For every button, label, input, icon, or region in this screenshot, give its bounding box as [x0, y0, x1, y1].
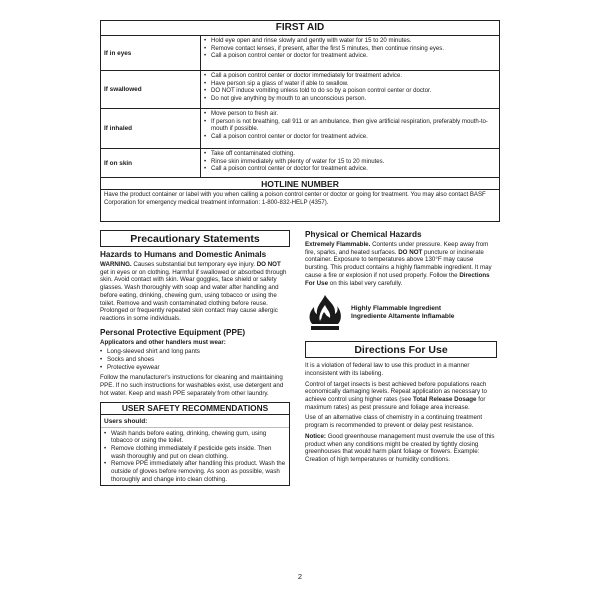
warning-dont: DO NOT	[256, 261, 281, 268]
list-item: • If person is not breathing, call 911 or an ambulance, then give artificial respiration, preferably mouth-to-mouth if possible.	[204, 118, 497, 133]
first-aid-row-swallowed	[101, 71, 499, 109]
list-item: • Do not give anything by mouth to an unconscious person.	[204, 95, 497, 103]
directions-p1: It is a violation of federal law to use this product in a manner inconsistent with its labeling.	[305, 362, 470, 377]
directions-p3: Use of an alternative class of chemistry in a continuing treatment program is recommended to prevent or delay pest resistance.	[305, 414, 483, 430]
list-item: • Socks and shoes	[100, 356, 290, 364]
left-column	[100, 230, 290, 486]
hotline-text: Have the product container or label with you when calling a poison control center or doctor or going for treatment. You may also contact BASF Corporation for emergency medical treatment information: 1-800-832-HELP (4357).	[104, 191, 486, 206]
list-item: • Wash hands before eating, drinking, chewing gum, using tobacco or using the toilet.	[104, 430, 286, 445]
user-safety-body	[101, 415, 289, 486]
physical-text-1: Contents under pressure. Keep away from fire, sparks, and heated surfaces.	[305, 241, 489, 256]
right-column	[305, 230, 497, 464]
directions-notice	[305, 433, 497, 464]
directions-p2	[305, 381, 497, 412]
flammable-pictogram	[305, 293, 497, 333]
ppe-list	[100, 348, 290, 371]
notice-text: Good greenhouse management must overrule the use of this product when any conditions might be created by tightly closing greenhouses that would harm plant foliage or flowers. Example: Creation of high temperatures or humidity conditions.	[305, 432, 495, 463]
warning-rest: get in eyes or on clothing. Harmful if swallowed or absorbed through skin. Avoid contact with skin. Wear goggles, face shield or safety glasses. Wash thoroughly with soap and water after handling and before eating, drinking, chewing gum, using tobacco or using the toilet. Remove and wash contaminated clothing before reuse. Prolonged or frequently repeated skin contact may cause allergic reactions in some individuals.	[100, 268, 287, 322]
directions-p2-a: Control of target insects is best achieved before populations reach economically damaging levels. Repeat application as necessary to achieve control using higher rates (see	[305, 380, 487, 404]
user-safety-subtitle: Users should:	[101, 417, 289, 428]
physical-text-2: puncture or incinerate container. Exposure to temperatures above 130°F may cause bursting. This product contains a highly flammable ingredient. It may cause a fire or explosion if not used properly. Follow the	[305, 248, 492, 279]
list-item: • Have person sip a glass of water if able to swallow.	[204, 80, 497, 88]
first-aid-list	[201, 36, 499, 70]
list-item: • Remove PPE immediately after handling this product. Wash the outside of gloves before removing. As soon as possible, wash thoroughly and change into clean clothing.	[104, 460, 286, 483]
page-number: 2	[297, 572, 303, 581]
first-aid-label: If inhaled	[101, 109, 201, 148]
first-aid-list	[201, 71, 499, 108]
first-aid-label: If in eyes	[101, 36, 201, 70]
physical-paragraph	[305, 241, 497, 287]
list-item: • Long-sleeved shirt and long pants	[100, 348, 290, 356]
directions-p2-c: for maximum rates) as pest pressure and foliage area increase.	[305, 396, 486, 411]
list-item: • Hold eye open and rinse slowly and gently with water for 15 to 20 minutes.	[204, 37, 497, 45]
list-item: • Call a poison control center or doctor immediately for treatment advice.	[204, 72, 497, 80]
list-item: • Call a poison control center or doctor for treatment advice.	[204, 133, 497, 141]
list-item: • Call a poison control center or doctor for treatment advice.	[204, 165, 497, 173]
ppe-title: Personal Protective Equipment (PPE)	[100, 327, 246, 337]
first-aid-row-skin	[101, 149, 499, 178]
hotline-title: HOTLINE NUMBER	[101, 178, 499, 190]
first-aid-row-eyes	[101, 36, 499, 71]
flame-icon	[305, 293, 345, 333]
list-item: • DO NOT induce vomiting unless told to do so by a poison control center or doctor.	[204, 87, 497, 95]
list-item: • Rinse skin immediately with plenty of water for 15 to 20 minutes.	[204, 158, 497, 166]
list-item: • Remove contact lenses, if present, after the first 5 minutes, then continue rinsing eyes.	[204, 45, 497, 53]
list-item: • Move person to fresh air.	[204, 110, 497, 118]
list-item: • Take off contaminated clothing.	[204, 150, 497, 158]
first-aid-label: If on skin	[101, 149, 201, 177]
user-safety-list	[104, 430, 286, 484]
warning-paragraph	[100, 261, 290, 323]
directions-p2-b: Total Release Dosage	[413, 396, 477, 404]
list-item: • Remove clothing immediately if pesticide gets inside. Then wash thoroughly and put on clean clothing.	[104, 445, 286, 460]
warning-text: Causes substantial but temporary eye injury.	[131, 261, 257, 268]
precautionary-title: Precautionary Statements	[100, 230, 290, 247]
first-aid-row-inhaled	[101, 109, 499, 149]
physical-dfu: Directions For Use	[305, 271, 490, 287]
physical-title: Physical or Chemical Hazards	[305, 230, 422, 239]
first-aid-list	[201, 109, 499, 148]
first-aid-list	[201, 149, 499, 177]
label-page	[100, 20, 500, 595]
list-item: • Protective eyewear	[100, 364, 290, 372]
list-item: • Call a poison control center or doctor for treatment advice.	[204, 52, 497, 60]
physical-dont: DO NOT	[398, 248, 423, 256]
ppe-subtitle: Applicators and other handlers must wear:	[100, 338, 226, 346]
directions-title: Directions For Use	[305, 341, 497, 358]
notice-lead: Notice:	[305, 432, 326, 440]
first-aid-title: FIRST AID	[101, 21, 499, 36]
first-aid-label: If swallowed	[101, 71, 201, 108]
physical-text-3: on this label very carefully.	[328, 279, 403, 287]
user-safety-title: USER SAFETY RECOMMENDATIONS	[101, 403, 289, 415]
flame-caption	[351, 305, 454, 321]
physical-lead: Extremely Flammable.	[305, 241, 371, 248]
flame-caption-en: Highly Flammable Ingredient	[351, 305, 442, 313]
ppe-paragraph: Follow the manufacturer's instructions for cleaning and maintaining PPE. If no such instructions for washables exist, use detergent and hot water. Keep and wash PPE separately from other laundry.	[100, 374, 284, 397]
hazards-title: Hazards to Humans and Domestic Animals	[100, 250, 267, 259]
warning-lead: WARNING.	[100, 261, 132, 268]
flame-caption-es: Ingrediente Altamente Inflamable	[351, 313, 455, 321]
user-safety-box	[100, 402, 290, 487]
first-aid-table	[100, 20, 500, 222]
